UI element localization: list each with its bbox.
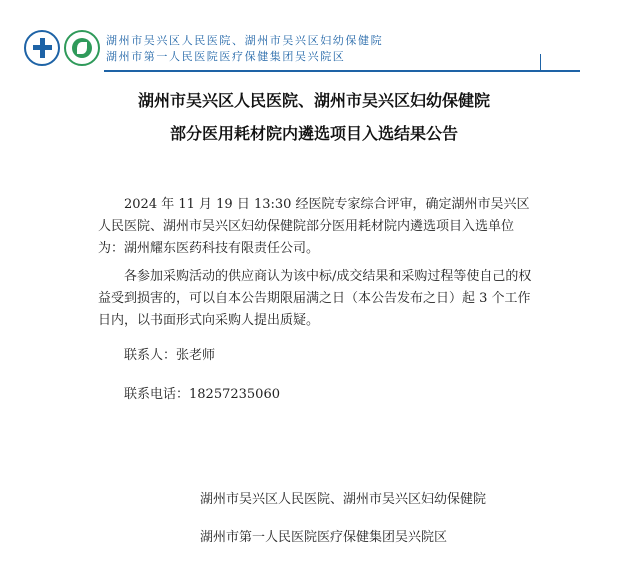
letterhead-rule [104,70,580,72]
body-paragraph-objection: 各参加采购活动的供应商认为该中标/成交结果和采购过程等使自己的权益受到损害的，可以自本公告期限届满之日（本公告发布之日）起 3 个工作日内，以书面形式向采购人提出质疑。 [98,269,532,328]
maternal-child-logo-icon [64,30,100,66]
body-paragraph-result: 2024 年 11 月 19 日 13:30 经医院专家综合评审，确定湖州市吴兴区人民医院、湖州市吴兴区妇幼保健院部分医用耗材院内遴选项目入选单位为：湖州耀东医药科技有限责任公司。 [98,197,530,256]
letterhead [0,0,628,80]
letterhead-line-1: 湖州市吴兴区人民医院、湖州市吴兴区妇幼保健院 [106,34,384,47]
hospital-cross-logo-icon [24,30,60,66]
contact-person: 联系人：张老师 [124,348,216,363]
signature-line-2: 湖州市第一人民医院医疗保健集团吴兴院区 [200,530,448,545]
contact-phone: 联系电话：18257235060 [124,387,280,402]
document-title-line-2: 部分医用耗材院内遴选项目入选结果公告 [169,124,458,143]
signature-line-1: 湖州市吴兴区人民医院、湖州市吴兴区妇幼保健院 [200,492,487,507]
document-title-line-1: 湖州市吴兴区人民医院、湖州市吴兴区妇幼保健院 [137,91,490,110]
letterhead-line-2: 湖州市第一人民医院医疗保健集团吴兴院区 [106,50,346,63]
